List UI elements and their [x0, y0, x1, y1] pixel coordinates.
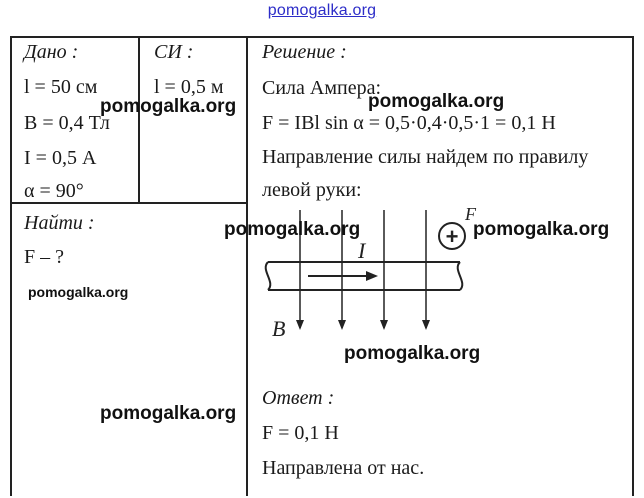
si-header: СИ : [154, 41, 194, 63]
solution-line-ampere: Сила Ампера: [262, 77, 382, 99]
find-force: F – ? [24, 246, 64, 268]
answer-direction: Направлена от нас. [262, 457, 425, 479]
site-link-top[interactable]: pomogalka.org [267, 2, 377, 19]
force-label: F [465, 204, 476, 224]
watermark: pomogalka.org [368, 91, 505, 112]
watermark: pomogalka.org [344, 343, 481, 364]
solution-line-left-hand: левой руки: [262, 179, 362, 201]
given-angle: α = 90° [24, 180, 84, 202]
find-header: Найти : [24, 212, 95, 234]
watermark: pomogalka.org [28, 284, 129, 300]
given-current: I = 0,5 А [24, 147, 97, 169]
given-length: l = 50 см [24, 76, 98, 98]
column-divider-given-si [138, 36, 140, 202]
solution-formula: F = IBl sin α = 0,5·0,4·0,5·1 = 0,1 Н [262, 112, 556, 134]
watermark: pomogalka.org [224, 219, 361, 240]
current-label: I [358, 238, 366, 263]
column-divider-solution [246, 36, 248, 496]
solution-header: Решение : [262, 41, 347, 63]
watermark: pomogalka.org [100, 403, 237, 424]
answer-value: F = 0,1 Н [262, 422, 339, 444]
answer-header: Ответ : [262, 387, 335, 409]
field-label: B⃗ [272, 316, 303, 341]
watermark: pomogalka.org [100, 96, 237, 117]
solution-line-direction: Направление силы найдем по правилу [262, 146, 589, 168]
given-header: Дано : [24, 41, 79, 63]
force-plus-symbol: + [445, 224, 459, 249]
watermark: pomogalka.org [473, 219, 610, 240]
given-induction: B = 0,4 Тл [24, 112, 110, 134]
si-length: l = 0,5 м [154, 76, 224, 98]
